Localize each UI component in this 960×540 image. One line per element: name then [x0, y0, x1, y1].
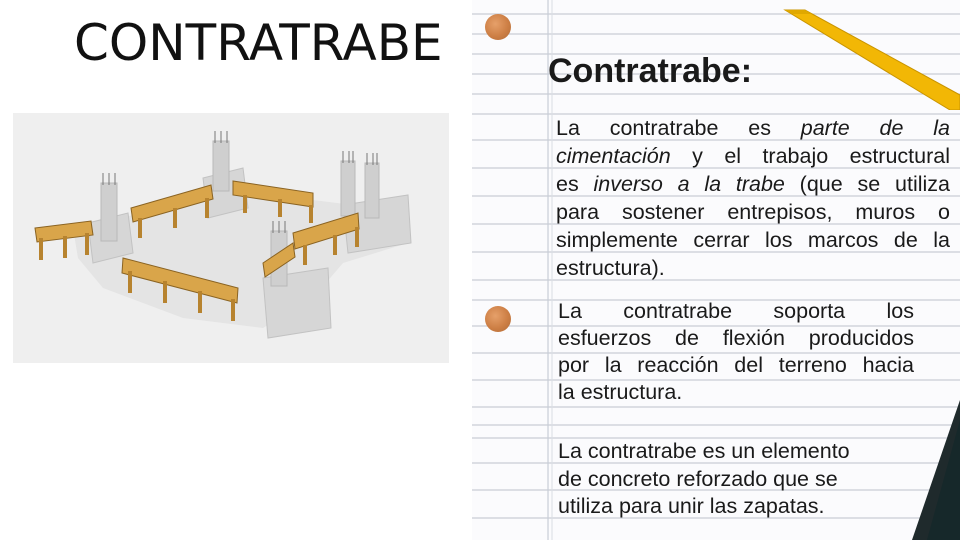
p2-line: por la reacción del terreno hacia — [558, 353, 914, 377]
p1-line: simplemente cerrar los marcos de la — [556, 228, 950, 252]
slide-title: CONTRATRABE — [74, 14, 443, 72]
p3-line: utiliza para unir las zapatas. — [558, 494, 825, 518]
p1-line: estructura). — [556, 256, 665, 280]
p1-line: es inverso a la trabe (que se utiliza — [556, 172, 950, 196]
p2-line: la estructura. — [558, 380, 683, 404]
p1-line: cimentación y el trabajo estructural — [556, 144, 950, 168]
foundation-illustration — [13, 113, 449, 363]
pencil-icon — [780, 0, 960, 110]
p2-line: esfuerzos de flexión producidos — [558, 326, 914, 350]
p1-line: para sostener entrepisos, muros o — [556, 200, 950, 224]
p1-line: La contratrabe es parte de la — [556, 116, 950, 140]
p3-line: La contratrabe es un elemento — [558, 439, 850, 463]
pushpin-icon — [485, 306, 511, 332]
paragraph-flexion — [558, 298, 914, 406]
pushpin-icon — [485, 14, 511, 40]
paragraph-cimentacion — [556, 114, 950, 282]
paragraph-concreto — [558, 438, 898, 521]
notebook-heading: Contratrabe: — [548, 52, 753, 90]
p3-line: de concreto reforzado que se — [558, 466, 838, 491]
p2-line: La contratrabe soporta los — [558, 299, 914, 323]
